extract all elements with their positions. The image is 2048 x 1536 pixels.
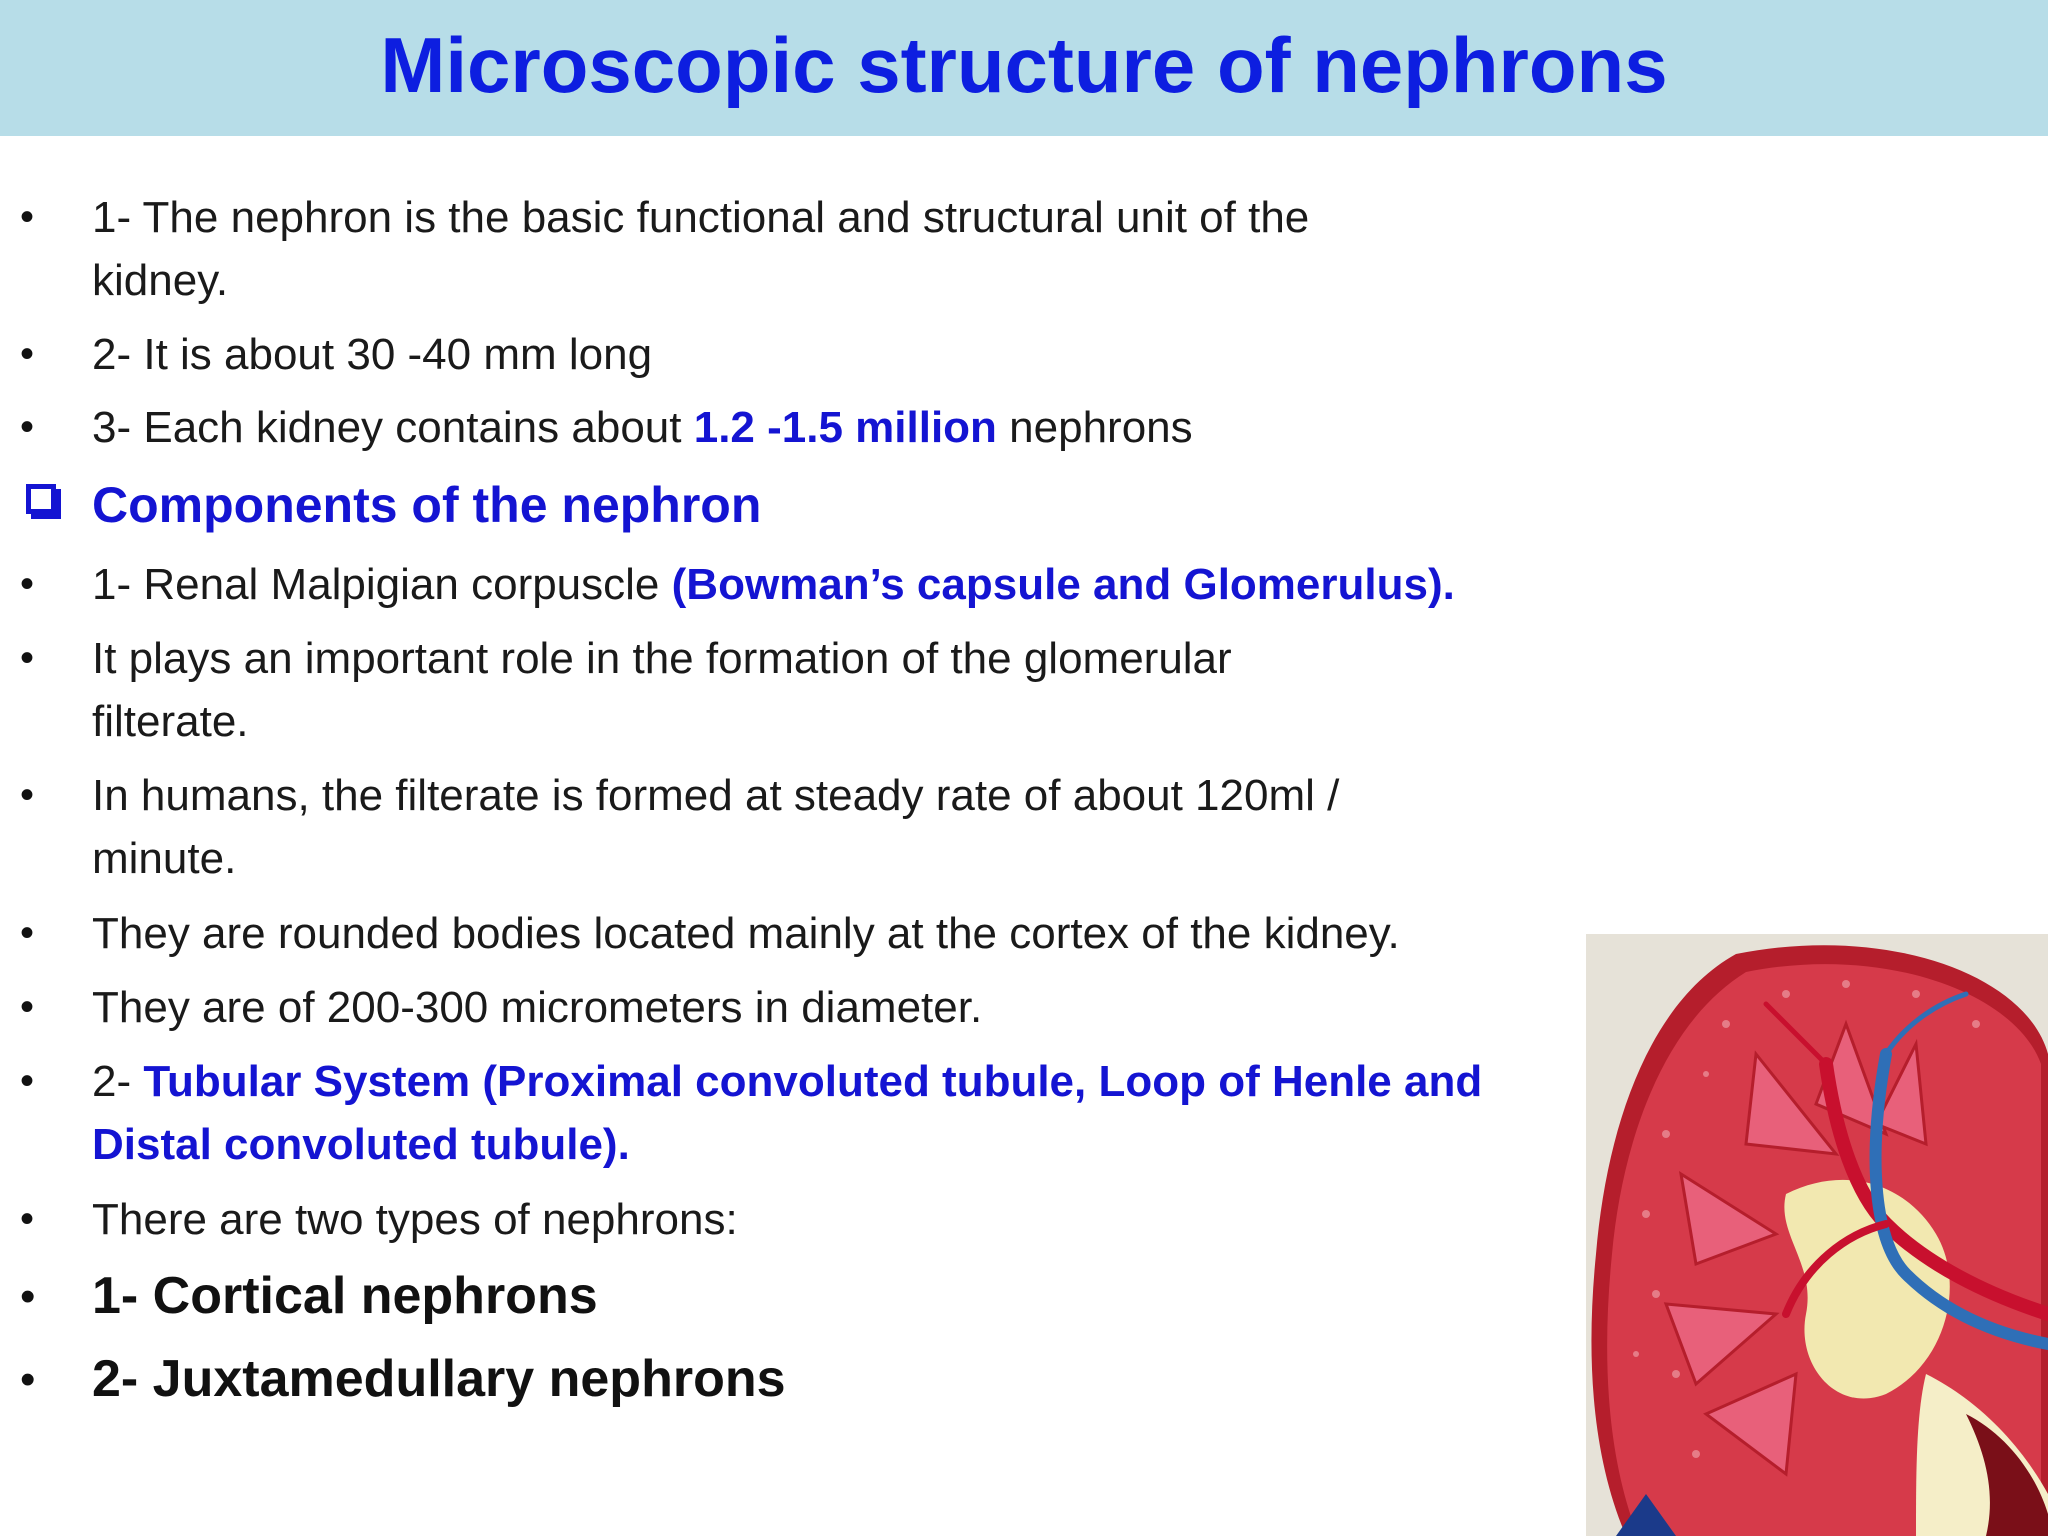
bullet-glyph: • bbox=[20, 1272, 36, 1321]
highlight-text: 1.2 -1.5 million bbox=[693, 403, 997, 452]
bullet-text: 2- It is about 30 -40 mm long bbox=[92, 330, 653, 379]
kidney-model-image bbox=[1586, 934, 2048, 1536]
bullet-glyph: • bbox=[20, 985, 35, 1029]
bullet-text-bold: 1- Cortical nephrons bbox=[92, 1267, 598, 1325]
bullet-glyph: • bbox=[20, 562, 35, 606]
kidney-illustration bbox=[1586, 934, 2048, 1536]
bullet-glyph: • bbox=[20, 332, 35, 376]
bullet-text: They are of 200-300 micrometers in diameter. bbox=[92, 983, 983, 1032]
bullet-text-cont: kidney. bbox=[92, 256, 229, 305]
bullet-glyph: • bbox=[20, 1059, 35, 1103]
highlight-text: (Bowman’s capsule and Glomerulus). bbox=[671, 560, 1455, 609]
bullet-glyph: • bbox=[20, 773, 35, 817]
bullet-glyph: • bbox=[20, 1355, 36, 1404]
checkbox-bullet-icon bbox=[26, 484, 56, 514]
bullet-glyph: • bbox=[20, 636, 35, 680]
bullet-text: 2- bbox=[92, 1057, 144, 1106]
bullet-text-cont: filterate. bbox=[92, 697, 249, 746]
bullet-text: There are two types of nephrons: bbox=[92, 1195, 738, 1244]
bullet-text-bold: 2- Juxtamedullary nephrons bbox=[92, 1350, 786, 1408]
bullet-text: It plays an important role in the formation of the glomerular bbox=[92, 634, 1232, 683]
bullet-text-end: nephrons bbox=[996, 403, 1193, 452]
bullet-text: 3- Each kidney contains about bbox=[92, 403, 694, 452]
bullet-glyph: • bbox=[20, 405, 35, 449]
bullet-glyph: • bbox=[20, 1197, 35, 1241]
slide-title: Microscopic structure of nephrons bbox=[380, 21, 1668, 109]
title-bar bbox=[0, 0, 2048, 136]
bullet-text: In humans, the filterate is formed at steady rate of about 120ml / bbox=[92, 771, 1340, 820]
bullet-text: They are rounded bodies located mainly at the cortex of the kidney. bbox=[92, 909, 1400, 958]
bullet-glyph: • bbox=[20, 911, 35, 955]
bullet-text-cont: minute. bbox=[92, 834, 237, 883]
bullet-glyph: • bbox=[20, 195, 35, 239]
section-heading-text: Components of the nephron bbox=[92, 477, 762, 533]
bullet-text: 1- Renal Malpigian corpuscle bbox=[92, 560, 672, 609]
highlight-text: Tubular System (Proximal convoluted tubule, Loop of Henle and bbox=[143, 1057, 1483, 1106]
highlight-text-cont: Distal convoluted tubule). bbox=[92, 1120, 630, 1169]
bullet-text: 1- The nephron is the basic functional and structural unit of the bbox=[92, 193, 1310, 242]
